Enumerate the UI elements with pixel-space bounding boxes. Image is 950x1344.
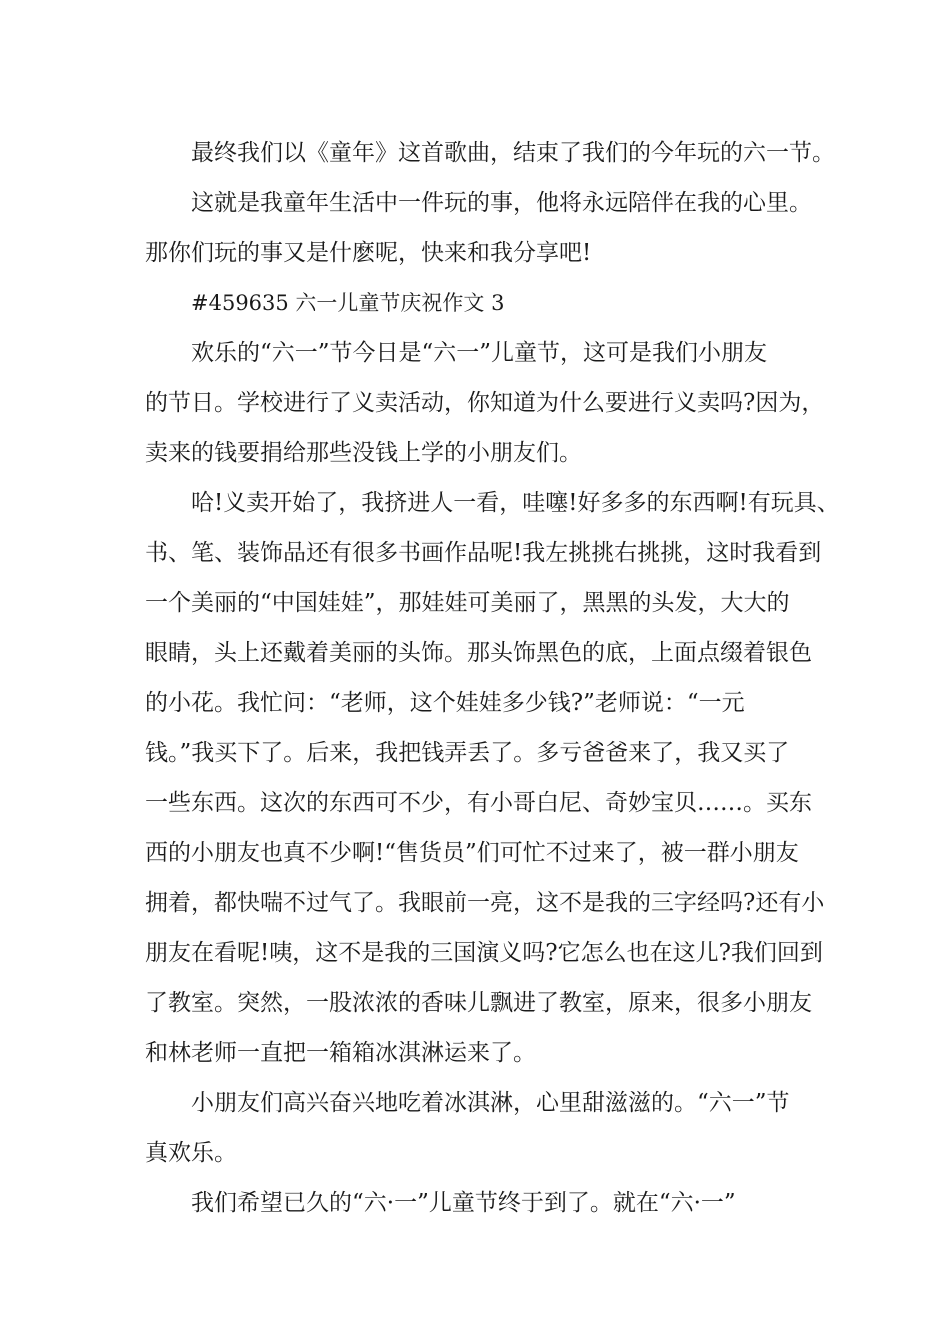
text-line: 眼睛，头上还戴着美丽的头饰。那头饰黑色的底，上面点缀着银色 (145, 640, 812, 666)
text-line: 的节日。学校进行了义卖活动，你知道为什么要进行义卖吗?因为， (145, 390, 825, 416)
text-line: 书、笔、装饰品还有很多书画作品呢!我左挑挑右挑挑，这时我看到 (145, 540, 822, 566)
text-line: 了教室。突然，一股浓浓的香味儿飘进了教室，原来，很多小朋友 (145, 990, 812, 1016)
paragraph-icecream (145, 1078, 825, 1178)
text-line: 钱。”我买下了。后来，我把钱弄丢了。多亏爸爸来了，我又买了 (145, 740, 790, 766)
text-line: 那你们玩的事又是什麽呢，快来和我分享吧! (145, 240, 592, 266)
paragraph-intro (145, 328, 825, 478)
text-line: 的小花。我忙问：“老师，这个娃娃多少钱?”老师说：“一元 (145, 690, 745, 716)
text-line: 真欢乐。 (145, 1140, 237, 1166)
paragraph-sale (145, 478, 840, 1078)
text-line: 朋友在看呢!咦，这不是我的三国演义吗?它怎么也在这儿?我们回到 (145, 940, 823, 966)
paragraph-next-essay (145, 1178, 825, 1228)
text-line: 哈!义卖开始了，我挤进人一看，哇噻!好多多的东西啊!有玩具、 (191, 490, 840, 516)
text-line: 卖来的钱要捐给那些没钱上学的小朋友们。 (145, 440, 582, 466)
paragraph-ending (145, 128, 835, 178)
text-line: 这就是我童年生活中一件玩的事，他将永远陪伴在我的心里。 (191, 190, 812, 216)
text-line: 小朋友们高兴奋兴地吃着冰淇淋，心里甜滋滋的。“六一”节 (191, 1090, 790, 1116)
paragraph-conclusion (145, 178, 825, 278)
text-line: 最终我们以《童年》这首歌曲，结束了我们的今年玩的六一节。 (191, 140, 835, 166)
text-line: 欢乐的“六一”节今日是“六一”儿童节，这可是我们小朋友 (191, 340, 768, 366)
text-line: 西的小朋友也真不少啊!“售货员”们可忙不过来了，被一群小朋友 (145, 840, 799, 866)
section-heading: #459635 六一儿童节庆祝作文 3 (191, 291, 505, 315)
document-body (145, 128, 840, 1228)
text-line: 一些东西。这次的东西可不少，有小哥白尼、奇妙宝贝……。买东 (145, 790, 812, 816)
text-line: 拥着，都快喘不过气了。我眼前一亮，这不是我的三字经吗?还有小 (145, 890, 825, 916)
text-line: 我们希望已久的“六·一”儿童节终于到了。就在“六·一” (191, 1190, 736, 1216)
text-line: 和林老师一直把一箱箱冰淇淋运来了。 (145, 1040, 536, 1066)
text-line: 一个美丽的“中国娃娃”，那娃娃可美丽了，黑黑的头发，大大的 (145, 590, 790, 616)
